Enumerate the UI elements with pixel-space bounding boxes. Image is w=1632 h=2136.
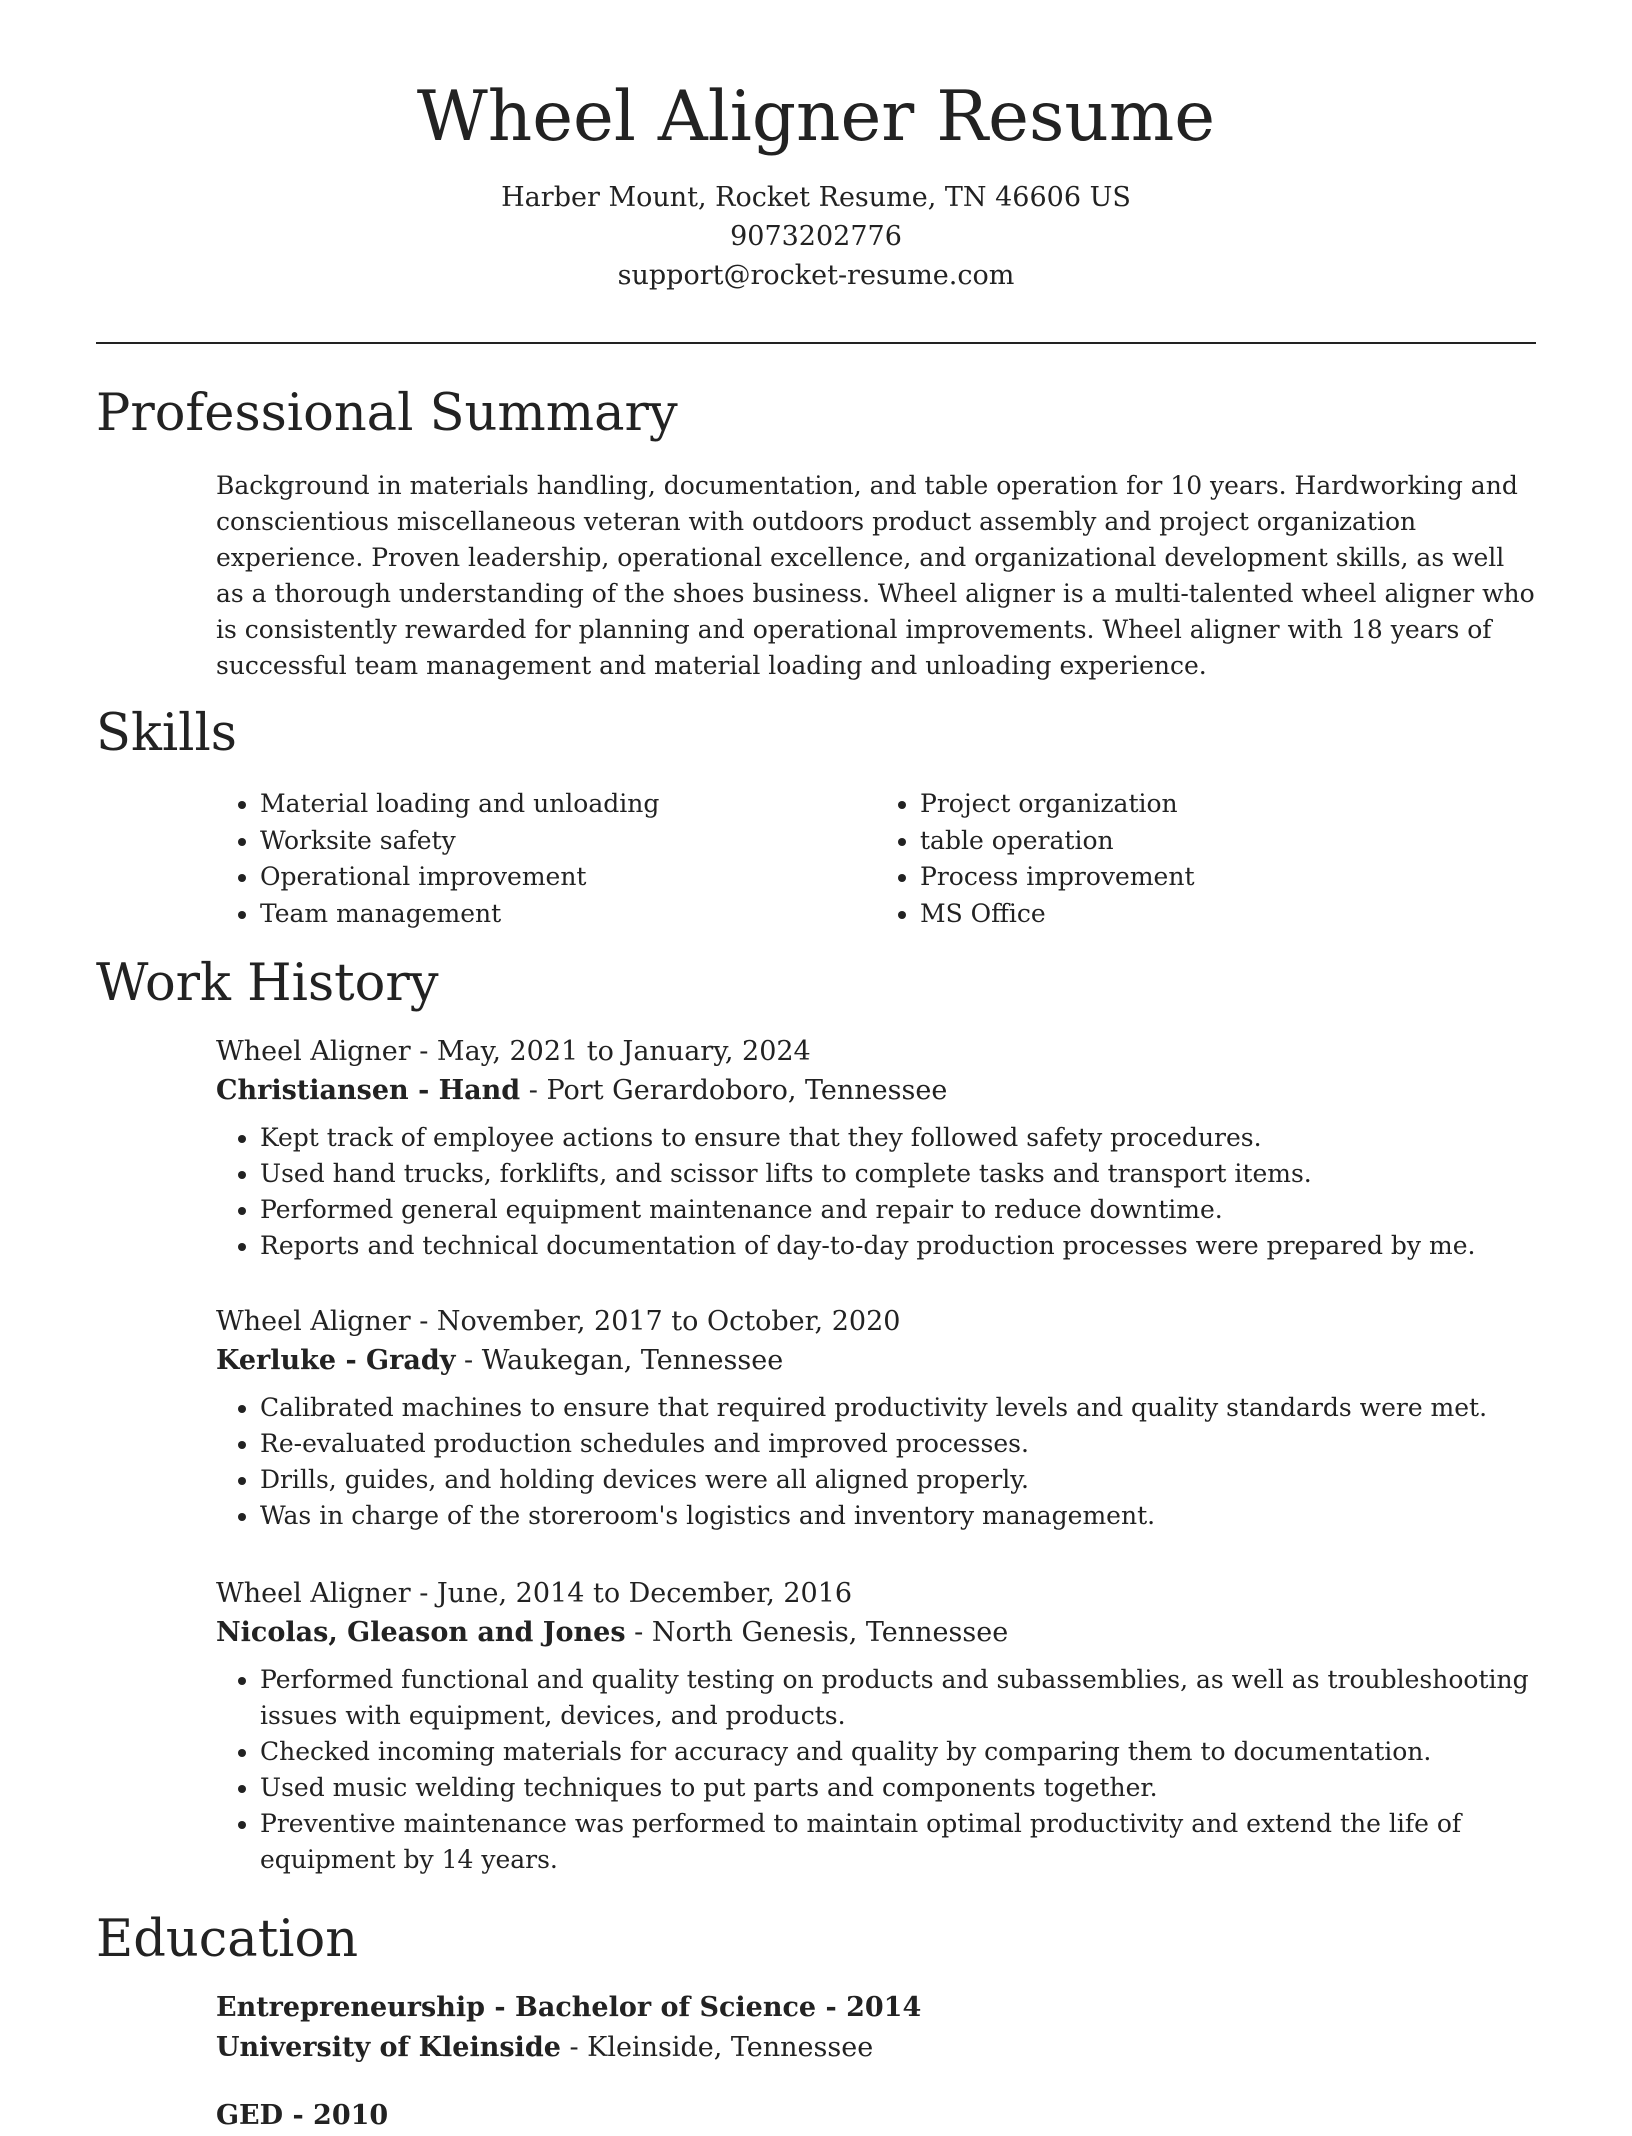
- contact-email: support@rocket-resume.com: [617, 259, 1015, 291]
- job-company-line: [216, 1341, 1536, 1380]
- job-duty: • Was in charge of the storeroom's logistics and inventory management.: [260, 1498, 1536, 1534]
- education-degree: GED - 2010: [216, 2100, 389, 2131]
- job-entry: [216, 1574, 1536, 1878]
- job-company-line: [216, 1613, 1536, 1652]
- job-title: Wheel Aligner - November, 2017 to October, 2020: [216, 1306, 901, 1337]
- job-duty: • Used music welding techniques to put parts and components together.: [260, 1770, 1536, 1806]
- skills-section: [96, 704, 1536, 763]
- skills-column-left: [216, 786, 876, 933]
- job-duty: • Preventive maintenance was performed to maintain optimal productivity and extend the life of equipment by 14 years.: [260, 1806, 1536, 1878]
- job-company: Christiansen - Hand: [216, 1075, 521, 1106]
- skill-item: • MS Office: [920, 896, 1536, 933]
- resume-title: Wheel Aligner Resume: [416, 77, 1216, 157]
- job-duty: • Calibrated machines to ensure that required productivity levels and quality standards were met.: [260, 1390, 1536, 1426]
- skill-item: • Operational improvement: [260, 859, 876, 896]
- job-company-line: [216, 1071, 1536, 1110]
- job-location: - North Genesis, Tennessee: [625, 1617, 1009, 1648]
- job-duties: [216, 1120, 1536, 1264]
- job-duty: • Re-evaluated production schedules and improved processes.: [260, 1426, 1536, 1462]
- job-duty: • Performed functional and quality testing on products and subassemblies, as well as troubleshooting issues with equipment, devices, and products.: [260, 1662, 1536, 1734]
- skill-item: • Worksite safety: [260, 823, 876, 860]
- job-company: Kerluke - Grady: [216, 1345, 456, 1376]
- job-duty: • Checked incoming materials for accuracy and quality by comparing them to documentation.: [260, 1734, 1536, 1770]
- skill-item: • Process improvement: [920, 859, 1536, 896]
- education-entry: [216, 2096, 1536, 2136]
- job-duty: • Reports and technical documentation of day-to-day production processes were prepared by me.: [260, 1228, 1536, 1264]
- skill-item: • table operation: [920, 823, 1536, 860]
- header-divider: [96, 342, 1536, 344]
- education-degree: Entrepreneurship - Bachelor of Science - 2014: [216, 1992, 922, 2023]
- contact-phone: 9073202776: [730, 220, 902, 252]
- skill-item: • Material loading and unloading: [260, 786, 876, 823]
- skills-heading: Skills: [96, 704, 237, 763]
- job-duties: [216, 1390, 1536, 1534]
- work-history-section: [96, 954, 1536, 1013]
- job-entry: [216, 1302, 1536, 1534]
- job-duty: • Kept track of employee actions to ensure that they followed safety procedures.: [260, 1120, 1536, 1156]
- job-company: Nicolas, Gleason and Jones: [216, 1617, 626, 1648]
- education-entry: [216, 1988, 1536, 2068]
- job-location: - Port Gerardoboro, Tennessee: [520, 1075, 948, 1106]
- job-duty: • Drills, guides, and holding devices were all aligned properly.: [260, 1462, 1536, 1498]
- contact-info: [0, 178, 1632, 295]
- skills-column-right: [876, 786, 1536, 933]
- summary-heading: Professional Summary: [96, 384, 678, 443]
- job-location: - Waukegan, Tennessee: [455, 1345, 784, 1376]
- work-history-heading: Work History: [96, 954, 439, 1013]
- job-duties: [216, 1662, 1536, 1878]
- job-entry: [216, 1032, 1536, 1264]
- job-title: Wheel Aligner - May, 2021 to January, 2024: [216, 1036, 811, 1067]
- job-title: Wheel Aligner - June, 2014 to December, 2016: [216, 1578, 853, 1609]
- skills-list: [216, 786, 1536, 933]
- skill-item: • Team management: [260, 896, 876, 933]
- education-section: [96, 1910, 1536, 1969]
- education-location: - Kleinside, Tennessee: [560, 2032, 874, 2063]
- job-duty: • Used hand trucks, forklifts, and scissor lifts to complete tasks and transport items.: [260, 1156, 1536, 1192]
- education-school: University of Kleinside: [216, 2032, 561, 2063]
- contact-address: Harber Mount, Rocket Resume, TN 46606 US: [501, 181, 1131, 213]
- education-heading: Education: [96, 1910, 359, 1969]
- resume-header: [0, 77, 1632, 295]
- education-school-line: [216, 2028, 1536, 2068]
- job-duty: • Performed general equipment maintenance and repair to reduce downtime.: [260, 1192, 1536, 1228]
- summary-section: [96, 384, 1536, 443]
- summary-text: Background in materials handling, documentation, and table operation for 10 years. Hardworking and conscientious miscellaneous veteran with outdoors product assembly and project organization experience. Proven leadership, operational excellence, and organizational development skills, as well as a thorough understanding of the shoes business. Wheel aligner is a multi-talented wheel aligner who is consistently rewarded for planning and operational improvements. Wheel aligner with 18 years of successful team management and material loading and unloading experience.: [216, 471, 1535, 680]
- skill-item: • Project organization: [920, 786, 1536, 823]
